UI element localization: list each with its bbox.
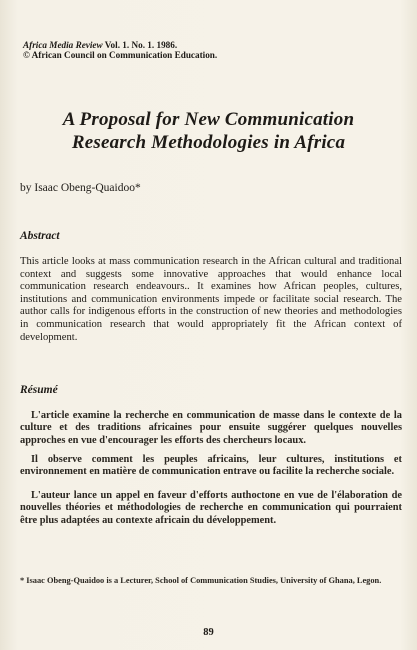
masthead <box>23 40 217 60</box>
journal-name: Africa Media Review <box>23 40 103 50</box>
copyright-line: © African Council on Communication Education. <box>23 50 218 60</box>
title-line-1: A Proposal for New Communication <box>62 109 355 130</box>
abstract-heading: Abstract <box>20 230 60 242</box>
resume-paragraph-3: L'auteur lance un appel en faveur d'efforts authoctone en vue de l'élaboration de nouvelles théories et méthodologies de recherche en communication qui pourraient être plus adaptées au contexte africain du développement. <box>20 490 402 526</box>
title-line-2: Research Methodologies in Africa <box>71 132 346 153</box>
resume-paragraph-1: L'article examine la recherche en communication de masse dans le contexte de la culture et des traditions africaines pour ensuite suggérer quelques nouvelles approches en vue d'encourager les efforts des chercheurs locaux. <box>20 410 402 446</box>
resume-paragraph-2: Il observe comment les peuples africains, leur cultures, institutions et environnement en matière de communication entrave ou facilite la recherche sociale. <box>20 454 402 478</box>
resume-heading: Résumé <box>20 384 58 396</box>
abstract-text: This article looks at mass communication research in the African cultural and traditional context and suggests some innovative approaches that would enhance local communication research endeavours.. It examines how African peoples, cultures, institutions and communication environments impede or facilitate social research. The author calls for indigenous efforts in the construction of new theories and methodologies in communication research that would appropriately fit the African context of development. <box>20 256 402 343</box>
author-footnote: * Isaac Obeng-Quaidoo is a Lecturer, School of Communication Studies, University of Ghana, Legon. <box>20 576 382 585</box>
page-number: 89 <box>203 627 214 638</box>
journal-issue: Vol. 1. No. 1. 1986. <box>104 40 178 50</box>
masthead-line1 <box>23 40 217 50</box>
article-title <box>0 108 417 154</box>
author-byline: by Isaac Obeng-Quaidoo* <box>20 182 141 194</box>
